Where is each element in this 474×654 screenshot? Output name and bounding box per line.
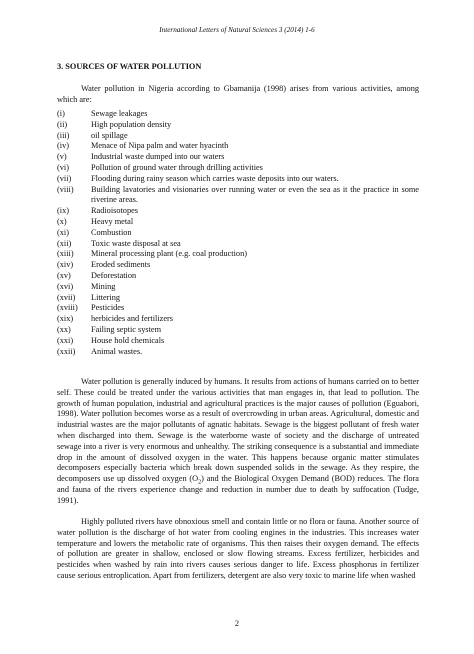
- list-item: [57, 336, 419, 347]
- list-item-number: (xxi): [57, 335, 74, 345]
- list-item: [57, 141, 419, 152]
- list-item-number: (ii): [57, 119, 68, 129]
- intro-text: Water pollution in Nigeria according to Gbamanija (1998) arises from various activities, among which are:: [57, 84, 419, 104]
- list-item: [57, 260, 419, 271]
- list-item-text: oil spillage: [91, 130, 128, 140]
- list-item-number: (v): [57, 152, 67, 162]
- list-item-number: (xii): [57, 238, 72, 248]
- oxygen-subscript: 2: [198, 479, 202, 486]
- list-item: [57, 185, 419, 207]
- list-item: [57, 303, 419, 314]
- list-item-number: (xviii): [57, 303, 78, 313]
- list-item-number: (xvii): [57, 292, 76, 302]
- body-paragraph-2: [57, 517, 419, 582]
- paragraph-2-text: Highly polluted rivers have obnoxious smell and contain little or no flora or fauna. Another source of water pollution is the discharge of hot water from cooling engines in the industries. This increases water temperature and lowers the metabolic rate of organisms. This then raises their oxygen demand. The effects of pollution are greater in shallow, enclosed or slow flowing streams. Excess fertilizer, herbicides and pesticides when washed by rain into rivers causes serious danger to life. Excess phosphorus in fertilizer cause serious entroplication. Apart from fertilizers, detergent are also very toxic to marine life when washed: [57, 517, 419, 580]
- list-item: [57, 131, 419, 142]
- list-item-number: (xix): [57, 314, 74, 324]
- list-item-number: (xvi): [57, 281, 74, 291]
- paragraph-1-part-b: ) and the Biological Oxygen Demand (BOD) reduces. The flora and fauna of the rivers experience change and reduction in number due to death by suffocation (Tudge, 1991).: [57, 474, 419, 505]
- list-item-number: (xi): [57, 227, 69, 237]
- list-item-text: Mineral processing plant (e.g. coal production): [91, 249, 247, 259]
- section-heading: 3. SOURCES OF WATER POLLUTION: [57, 62, 202, 71]
- sources-list: [57, 109, 419, 357]
- list-item-number: (xv): [57, 270, 71, 280]
- list-item-text: Failing septic system: [91, 324, 162, 334]
- list-item: [57, 347, 419, 358]
- list-item-number: (xxii): [57, 346, 76, 356]
- running-header: International Letters of Natural Sciences 3 (2014) 1-6: [159, 26, 315, 34]
- list-item-number: (viii): [57, 184, 74, 194]
- list-item: [57, 249, 419, 260]
- list-item-text: High population density: [91, 119, 172, 129]
- list-item: [57, 293, 419, 304]
- list-item-text: Menace of Nipa palm and water hyacinth: [91, 141, 229, 151]
- list-item-number: (vi): [57, 162, 69, 172]
- list-item: [57, 152, 419, 163]
- list-item-number: (ix): [57, 206, 69, 216]
- list-item-number: (i): [57, 109, 65, 118]
- list-item-text: Industrial waste dumped into our waters: [91, 152, 225, 162]
- list-item-number: (x): [57, 216, 67, 226]
- list-item-number: (iii): [57, 130, 70, 140]
- list-item-text: Combustion: [91, 227, 132, 237]
- list-item: [57, 217, 419, 228]
- list-item-text: Pesticides: [91, 303, 125, 313]
- list-item-text: Pollution of ground water through drilling activities: [91, 162, 263, 172]
- list-item: [57, 325, 419, 336]
- list-item-text: Toxic waste disposal at sea: [91, 238, 181, 248]
- list-item-text: Sewage leakages: [91, 109, 148, 118]
- list-item-number: (xiii): [57, 249, 74, 259]
- list-item: [57, 271, 419, 282]
- list-item-number: (xiv): [57, 260, 74, 270]
- list-item: [57, 314, 419, 325]
- list-item: [57, 206, 419, 217]
- list-item-text: House hold chemicals: [91, 335, 165, 345]
- list-item: [57, 174, 419, 185]
- page-number: 2: [234, 619, 240, 628]
- list-item: [57, 109, 419, 120]
- list-item-number: (vii): [57, 173, 72, 183]
- list-item: [57, 228, 419, 239]
- paragraph-1-part-a: Water pollution is generally induced by humans. It results from actions of humans carried on to better self. These could be treated under the various activities that man engages in, that lead to pollution. The growth of human population, industrial and agricultural practices is the major causes of pollution (Eguabori, 1998). Water pollution becomes worse as a result of overcrowding in urban areas. Agricultural, domestic and industrial wastes are the major pollutants of agnatic habitats. Sewage is the biggest pollutant of fresh water when discharged into them. Sewage is the waterborne waste of society and the discharge of untreated sewage into a river is very enormous and unhealthy. The striking consequence is a substantial and immediate drop in the amount of dissolved oxygen in the water. This happens because organic matter stimulates decomposers especially bacteria which break down suspended solids in the sewage. As they respire, the decomposers use up dissolved oxygen (O: [57, 377, 419, 484]
- list-item-text: Radioisotopes: [91, 206, 139, 216]
- list-item: [57, 163, 419, 174]
- list-item-text: Animal wastes.: [91, 346, 143, 356]
- list-item-text: Flooding during rainy season which carries waste deposits into our waters.: [91, 173, 339, 183]
- list-item-number: (xx): [57, 324, 71, 334]
- list-item: [57, 120, 419, 131]
- list-item-text: Building lavatories and visionaries over running water or even the sea as it the practice in some riverine areas.: [91, 184, 419, 205]
- list-item: [57, 239, 419, 250]
- body-paragraph-1: [57, 377, 419, 507]
- list-item-number: (iv): [57, 141, 69, 151]
- list-item-text: herbicides and fertilizers: [91, 314, 174, 324]
- list-item: [57, 282, 419, 293]
- list-item-text: Deforestation: [91, 270, 137, 280]
- list-item-text: Littering: [91, 292, 121, 302]
- paragraph-1-text: [57, 377, 419, 507]
- list-item-text: Mining: [91, 281, 116, 291]
- list-item-text: Heavy metal: [91, 216, 134, 226]
- intro-paragraph: [57, 84, 419, 106]
- list-item-text: Eroded sediments: [91, 260, 151, 270]
